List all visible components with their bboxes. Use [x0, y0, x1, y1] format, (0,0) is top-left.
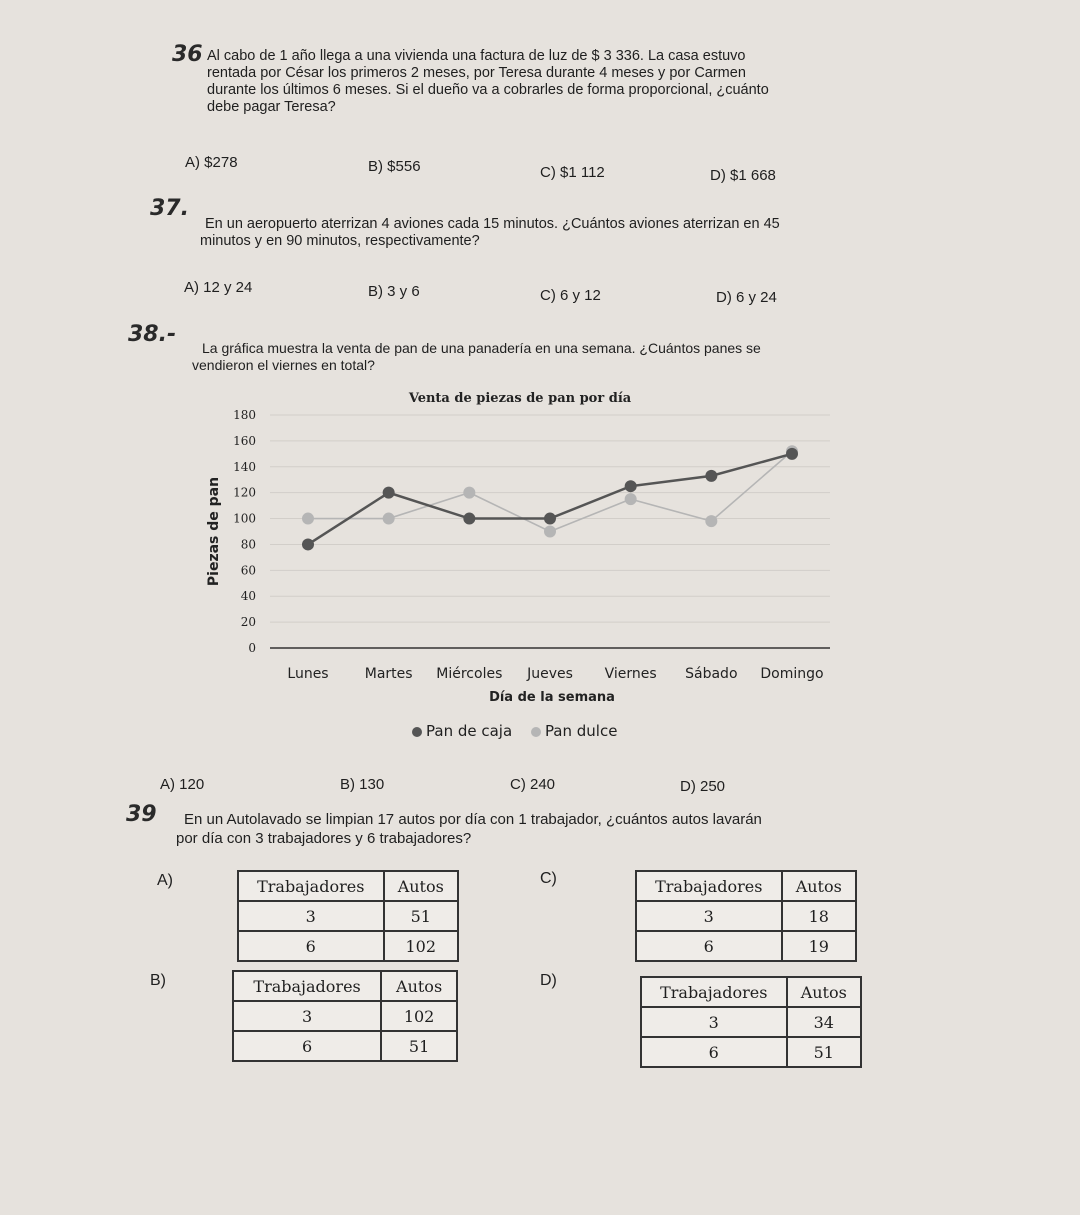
y-tick-label: 40 [240, 589, 256, 604]
x-tick-label: Jueves [527, 666, 573, 682]
data-point [625, 493, 637, 505]
table-header: Trabajadores [233, 971, 381, 1001]
q36-option-b[interactable]: B) $556 [368, 158, 421, 175]
x-tick-label: Viernes [604, 666, 657, 682]
q37-option-b[interactable]: B) 3 y 6 [368, 283, 420, 300]
table-header: Autos [787, 977, 861, 1007]
table-cell: 102 [384, 931, 458, 961]
table-cell: 6 [238, 931, 384, 961]
table-row [641, 1007, 861, 1037]
q39-option-c-label[interactable]: C) [540, 870, 557, 887]
question-36-text [207, 48, 897, 116]
question-36-line: Al cabo de 1 año llega a una vivienda una factura de luz de $ 3 336. La casa estuvo [207, 48, 746, 64]
table-cell: 6 [233, 1031, 381, 1061]
table-cell: 34 [787, 1007, 861, 1037]
data-point [786, 448, 798, 460]
table-cell: 51 [787, 1037, 861, 1067]
data-point [625, 480, 637, 492]
question-38-line: vendieron el viernes en total? [192, 357, 375, 373]
table-cell: 6 [641, 1037, 787, 1067]
data-point [302, 513, 314, 525]
q38-option-a[interactable]: A) 120 [160, 776, 205, 793]
q38-option-d[interactable]: D) 250 [680, 778, 726, 795]
q36-option-c[interactable]: C) $1 112 [540, 164, 605, 181]
question-39-number: 39 [126, 802, 157, 827]
legend-dot-icon [531, 727, 541, 737]
question-36-line: durante los últimos 6 meses. Si el dueño va a cobrarles de forma proporcional, ¿cuánto [207, 82, 769, 98]
x-tick-label: Miércoles [436, 666, 503, 682]
question-36-line: debe pagar Teresa? [207, 99, 336, 115]
question-38-number: 38.- [128, 322, 177, 347]
chart-title: Venta de piezas de pan por día [408, 391, 632, 406]
question-38-text [192, 340, 892, 374]
table-cell: 51 [384, 901, 458, 931]
legend-item-pan-dulce [531, 722, 618, 740]
q39-option-a-label[interactable]: A) [157, 872, 173, 889]
question-37-text [200, 216, 905, 250]
table-row [641, 1037, 861, 1067]
q39-table-a[interactable] [237, 870, 459, 962]
data-point [302, 538, 314, 550]
y-tick-label: 0 [248, 641, 256, 655]
table-header: Autos [782, 871, 856, 901]
data-point [463, 487, 475, 499]
bread-sales-chart [180, 380, 860, 760]
table-cell: 51 [381, 1031, 457, 1061]
table-cell: 3 [233, 1001, 381, 1031]
y-tick-label: 140 [233, 459, 256, 474]
table-row [233, 1031, 457, 1061]
table-cell: 3 [636, 901, 782, 931]
table-cell: 102 [381, 1001, 457, 1031]
q39-table-d[interactable] [640, 976, 862, 1068]
y-tick-label: 180 [233, 408, 256, 422]
data-point [705, 515, 717, 527]
q37-option-a[interactable]: A) 12 y 24 [184, 279, 253, 296]
q38-option-b[interactable]: B) 130 [340, 776, 385, 793]
x-tick-label: Lunes [287, 666, 329, 682]
y-tick-label: 60 [240, 563, 256, 578]
table-row [233, 1001, 457, 1031]
table-header: Trabajadores [636, 871, 782, 901]
y-tick-label: 100 [233, 511, 256, 526]
data-point [383, 513, 395, 525]
table-header: Trabajadores [238, 871, 384, 901]
legend-item-pan-de-caja [412, 722, 517, 740]
q39-option-b-label[interactable]: B) [150, 972, 166, 989]
question-39-line: En un Autolavado se limpian 17 autos por día con 1 trabajador, ¿cuántos autos lavarán [184, 811, 762, 828]
table-cell: 3 [641, 1007, 787, 1037]
question-37-number: 37. [150, 196, 189, 221]
question-36-number: 36 [172, 42, 203, 67]
table-row [636, 901, 856, 931]
question-37-line: En un aeropuerto aterrizan 4 aviones cada 15 minutos. ¿Cuántos aviones aterrizan en 45 [205, 216, 780, 232]
data-point [544, 526, 556, 538]
table-header: Trabajadores [641, 977, 787, 1007]
x-tick-label: Sábado [685, 666, 738, 682]
table-cell: 3 [238, 901, 384, 931]
q38-option-c[interactable]: C) 240 [510, 776, 556, 793]
question-38-line: La gráfica muestra la venta de pan de una panadería en una semana. ¿Cuántos panes se [202, 340, 761, 356]
table-row [238, 901, 458, 931]
table-cell: 6 [636, 931, 782, 961]
x-tick-label: Domingo [760, 666, 824, 682]
table-row [636, 931, 856, 961]
y-axis-label: Piezas de pan [206, 476, 222, 587]
q36-option-a[interactable]: A) $278 [185, 154, 238, 171]
question-36-line: rentada por César los primeros 2 meses, por Teresa durante 4 meses y por Carmen [207, 65, 746, 81]
x-tick-label: Martes [364, 666, 413, 682]
question-39-line: por día con 3 trabajadores y 6 trabajadores? [176, 830, 472, 847]
y-tick-label: 120 [233, 485, 256, 500]
line-chart-svg [180, 380, 860, 720]
y-tick-label: 160 [233, 433, 256, 448]
q39-option-d-label[interactable]: D) [540, 972, 557, 989]
data-point [705, 470, 717, 482]
chart-legend [412, 722, 617, 740]
data-point [544, 513, 556, 525]
q36-option-d[interactable]: D) $1 668 [710, 167, 776, 184]
table-header: Autos [381, 971, 457, 1001]
data-point [463, 513, 475, 525]
table-header: Autos [384, 871, 458, 901]
q37-option-d[interactable]: D) 6 y 24 [716, 289, 777, 306]
table-cell: 18 [782, 901, 856, 931]
x-axis-label: Día de la semana [489, 690, 615, 705]
legend-label: Pan de caja [426, 722, 513, 740]
data-point [383, 487, 395, 499]
table-cell: 19 [782, 931, 856, 961]
legend-dot-icon [412, 727, 422, 737]
y-tick-label: 80 [240, 537, 256, 552]
y-tick-label: 20 [240, 615, 256, 630]
q39-table-b[interactable] [232, 970, 458, 1062]
q37-option-c[interactable]: C) 6 y 12 [540, 287, 601, 304]
question-39-text [176, 810, 936, 848]
table-row [238, 931, 458, 961]
question-37-line: minutos y en 90 minutos, respectivamente? [200, 233, 480, 249]
q39-table-c[interactable] [635, 870, 857, 962]
legend-label: Pan dulce [544, 722, 618, 740]
